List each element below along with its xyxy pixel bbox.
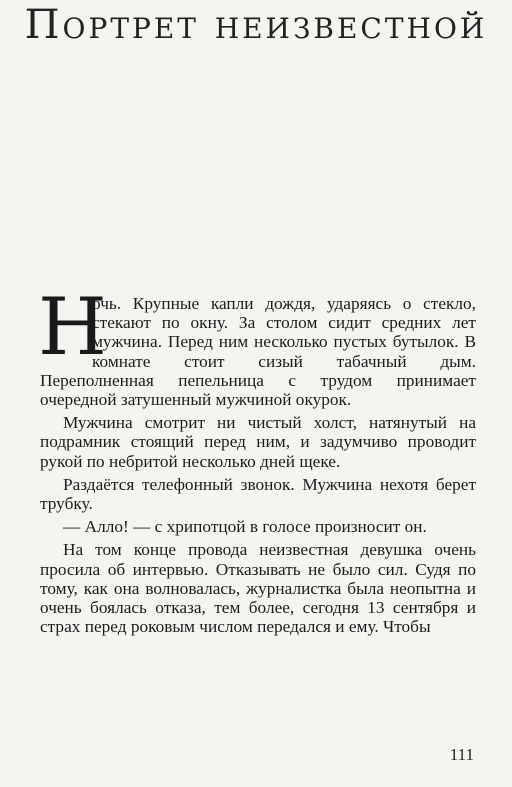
paragraph: Мужчина смотрит ни чистый холст, натянутый на подрамник стоящий перед ним, и задумчиво проводит рукой по небритой несколько дней щеке.	[40, 413, 476, 471]
page-number: 111	[449, 745, 474, 764]
paragraph-first	[38, 281, 476, 410]
paragraph: Раздаётся телефонный звонок. Мужчина нехотя берет трубку.	[40, 474, 476, 514]
show-through-text	[40, 62, 476, 268]
paragraph: — Алло! — с хрипотцой в голосе произносит он.	[63, 517, 427, 537]
paragraph-first-text: очь. Крупные капли дождя, ударяясь о стекло, стекают по окну. За столом сидит средних лет мужчина. Перед ним несколько пустых бутылок. В комнате стоит сизый табачный дым. Переполненная пепельница с трудом принимает очередной затушенный мужчиной окурок.	[40, 294, 476, 410]
chapter-title: Портрет неизвестной	[24, 2, 488, 48]
drop-cap: Н	[38, 281, 107, 373]
chapter-body	[38, 281, 476, 640]
paragraph: На том конце провода неизвестная девушка очень просила об интервью. Отказывать не было сил. Судя по тому, как она волновалась, журналистка была неопытна и очень боялась отказа, тем более, сегодня 13 сентября и страх перед роковым числом передался и ему. Чтобы	[40, 540, 476, 637]
